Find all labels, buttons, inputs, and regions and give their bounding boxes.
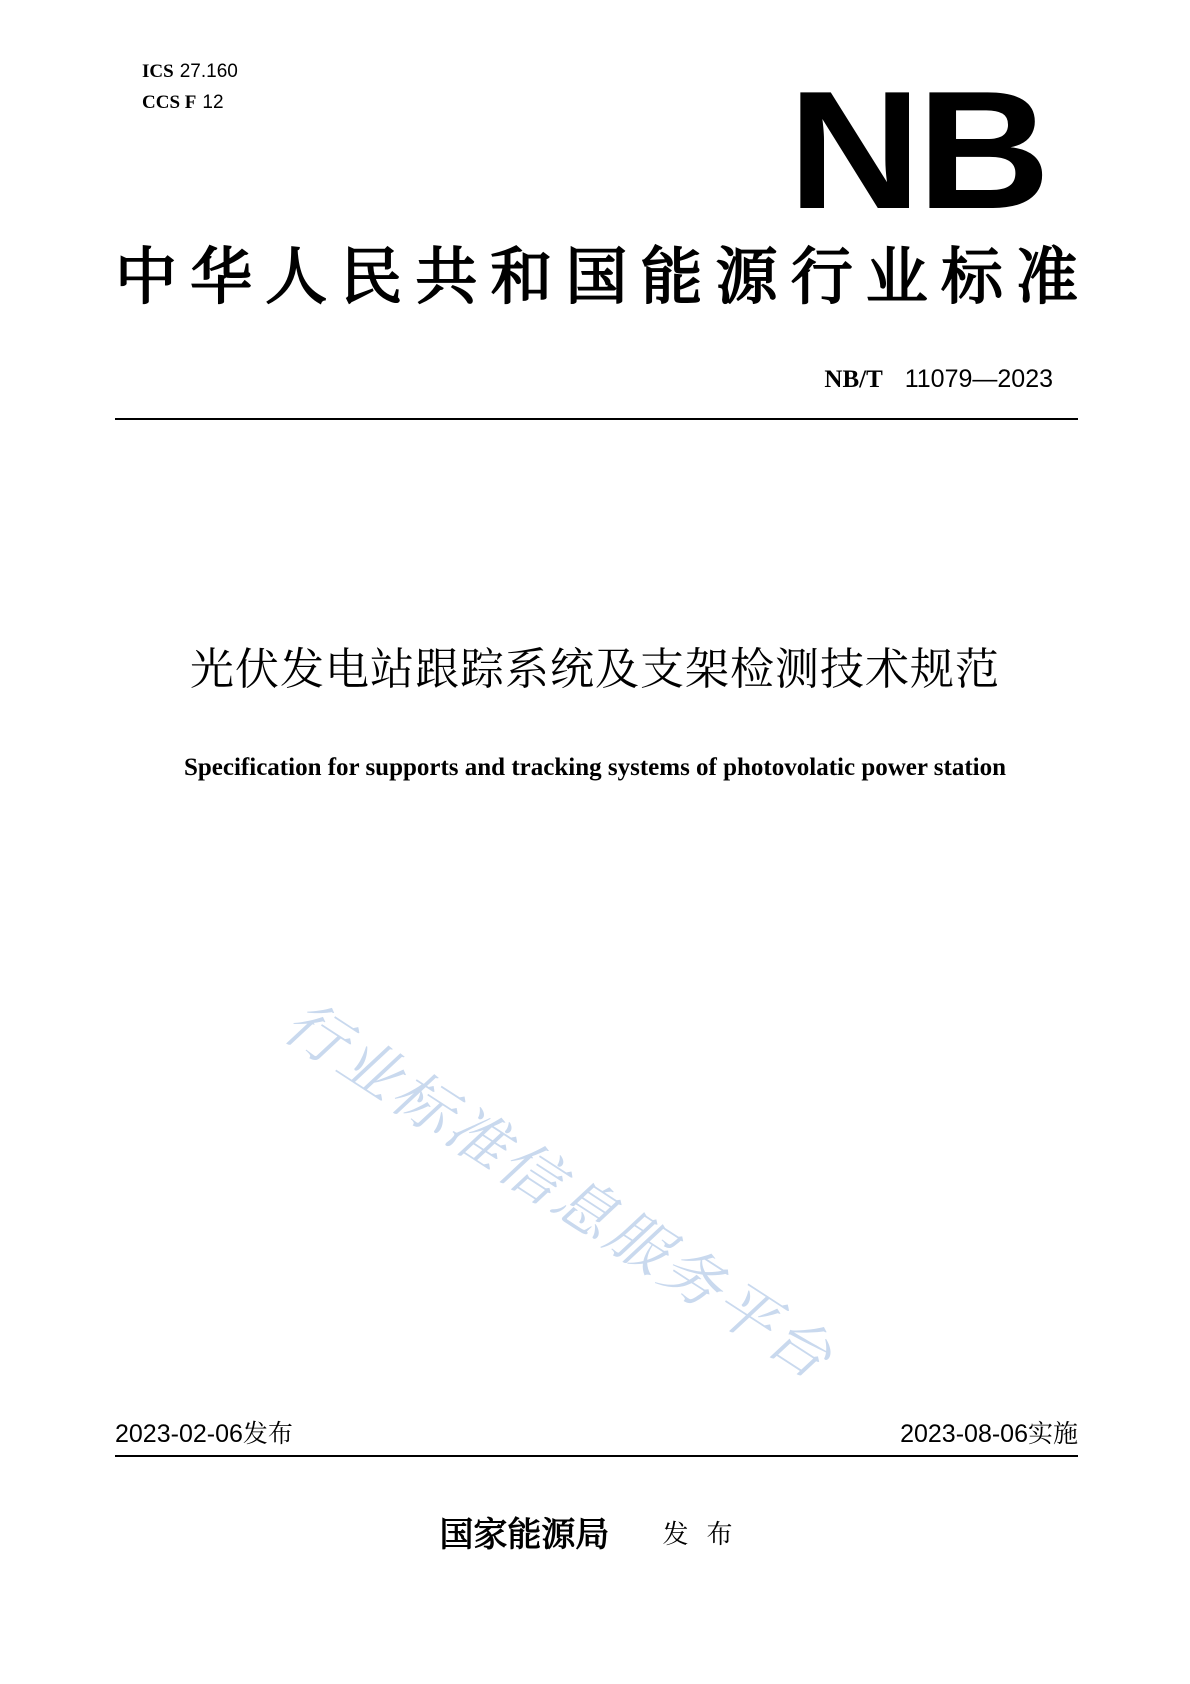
watermark: 行业标准信息服务平台 — [271, 987, 847, 1395]
organization-title — [115, 242, 1078, 312]
issuer-name: 国家能源局 — [439, 1515, 610, 1555]
organization-title-char: 国 — [565, 240, 628, 313]
organization-title-char: 源 — [715, 240, 778, 313]
release-date-label: 发布 — [242, 1419, 293, 1448]
organization-title-char: 能 — [640, 240, 703, 313]
standard-code — [824, 364, 1053, 395]
organization-title-char: 民 — [340, 240, 403, 313]
issuer-action: 发布 — [662, 1520, 751, 1550]
implementation-date-value: 2023-08-06 — [900, 1420, 1028, 1448]
ics-label: ICS — [142, 61, 174, 82]
implementation-date — [900, 1418, 1078, 1450]
document-title-english: Specification for supports and tracking systems of photovolatic power station — [183, 754, 1006, 781]
issuer-line — [0, 1513, 1190, 1557]
release-date-value: 2023-02-06 — [115, 1420, 243, 1448]
bottom-divider — [115, 1455, 1078, 1457]
ics-value: 27.160 — [179, 61, 238, 82]
ccs-line — [142, 87, 238, 118]
organization-title-char: 中 — [115, 240, 178, 313]
document-title-chinese: 光伏发电站跟踪系统及支架检测技术规范 — [190, 644, 1000, 695]
organization-title-char: 华 — [190, 240, 253, 313]
organization-title-char: 行 — [790, 240, 853, 313]
release-date — [115, 1418, 293, 1450]
organization-title-char: 共 — [415, 240, 478, 313]
ccs-value: 12 — [202, 92, 224, 113]
organization-title-char: 人 — [265, 240, 328, 313]
nb-logo: NB — [788, 56, 1047, 244]
ccs-label: CCS F — [142, 92, 197, 113]
top-divider — [115, 418, 1078, 420]
organization-title-char: 准 — [1015, 240, 1078, 313]
organization-title-char: 标 — [940, 240, 1003, 313]
standard-code-prefix: NB/T — [824, 366, 883, 393]
organization-title-char: 业 — [865, 240, 928, 313]
classification-block — [142, 56, 238, 118]
standard-code-number: 11079—2023 — [904, 365, 1053, 393]
organization-title-char: 和 — [490, 240, 553, 313]
implementation-date-label: 实施 — [1027, 1419, 1078, 1448]
ics-line — [142, 56, 238, 87]
